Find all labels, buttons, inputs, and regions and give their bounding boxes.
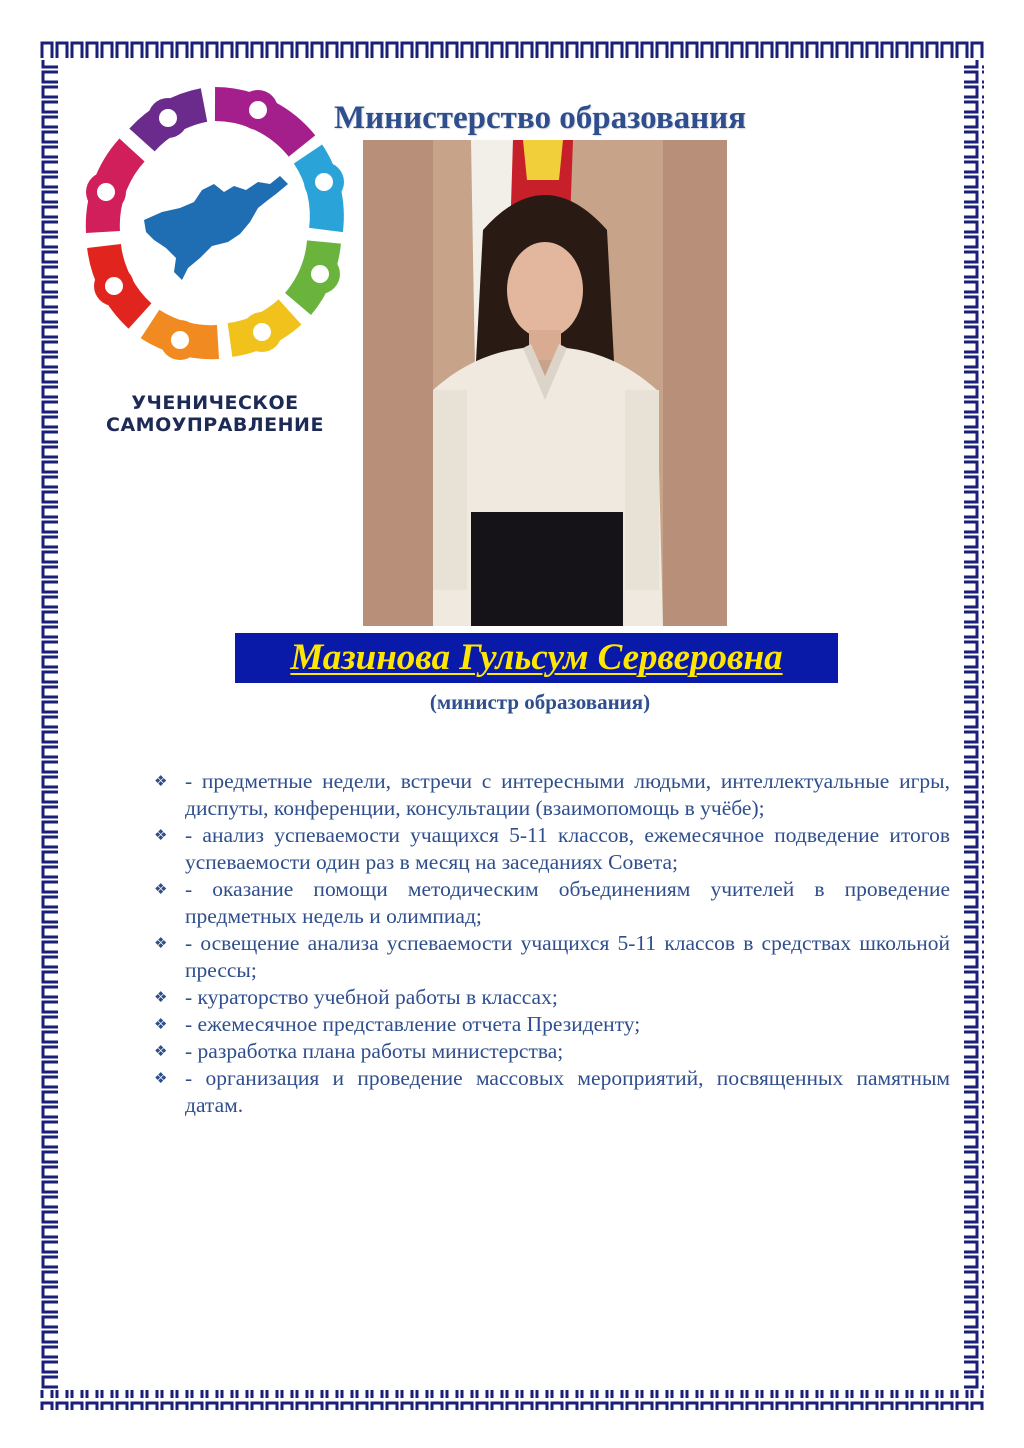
duty-item <box>150 822 950 876</box>
diamond-bullet-icon: ❖ <box>154 772 168 790</box>
portrait-photo-icon <box>363 140 727 626</box>
duty-text: - предметные недели, встречи с интересными людьми, интеллектуальные игры, диспуты, конференции, консультации (взаимопомощь в учёбе); <box>185 769 950 820</box>
duty-item <box>150 1065 950 1119</box>
person-name: Мазинова Гульсум Серверовна <box>290 637 783 678</box>
duty-text: - кураторство учебной работы в классах; <box>185 985 558 1009</box>
duty-text: - анализ успеваемости учащихся 5-11 классов, ежемесячное подведение итогов успеваемости один раз в месяц на заседаниях Совета; <box>185 823 950 874</box>
diamond-bullet-icon: ❖ <box>154 1015 168 1033</box>
logo-text-line1: УЧЕНИЧЕСКОЕ <box>131 392 299 414</box>
diamond-bullet-icon: ❖ <box>154 1069 168 1087</box>
logo-text-line2: САМОУПРАВЛЕНИЕ <box>106 414 324 436</box>
diamond-bullet-icon: ❖ <box>154 880 168 898</box>
page-title: Министерство образования <box>333 100 747 136</box>
diamond-bullet-icon: ❖ <box>154 826 168 844</box>
duty-item <box>150 984 950 1011</box>
portrait-photo <box>363 140 727 626</box>
duties-list <box>150 768 950 1119</box>
duty-text: - ежемесячное представление отчета Президенту; <box>185 1012 641 1036</box>
diamond-bullet-icon: ❖ <box>154 934 168 952</box>
duty-item <box>150 1011 950 1038</box>
diamond-bullet-icon: ❖ <box>154 988 168 1006</box>
duty-item <box>150 876 950 930</box>
duty-text: - освещение анализа успеваемости учащихся 5-11 классов в средствах школьной прессы; <box>185 931 950 982</box>
duty-item <box>150 768 950 822</box>
duty-item <box>150 930 950 984</box>
duty-text: - организация и проведение массовых мероприятий, посвященных памятным датам. <box>185 1066 950 1117</box>
duty-text: - оказание помощи методическим объединениям учителей в проведение предметных недель и олимпиад; <box>185 877 950 928</box>
diamond-bullet-icon: ❖ <box>154 1042 168 1060</box>
duty-text: - разработка плана работы министерства; <box>185 1039 564 1063</box>
duty-item <box>150 1038 950 1065</box>
person-role: (министр образования) <box>429 690 651 714</box>
